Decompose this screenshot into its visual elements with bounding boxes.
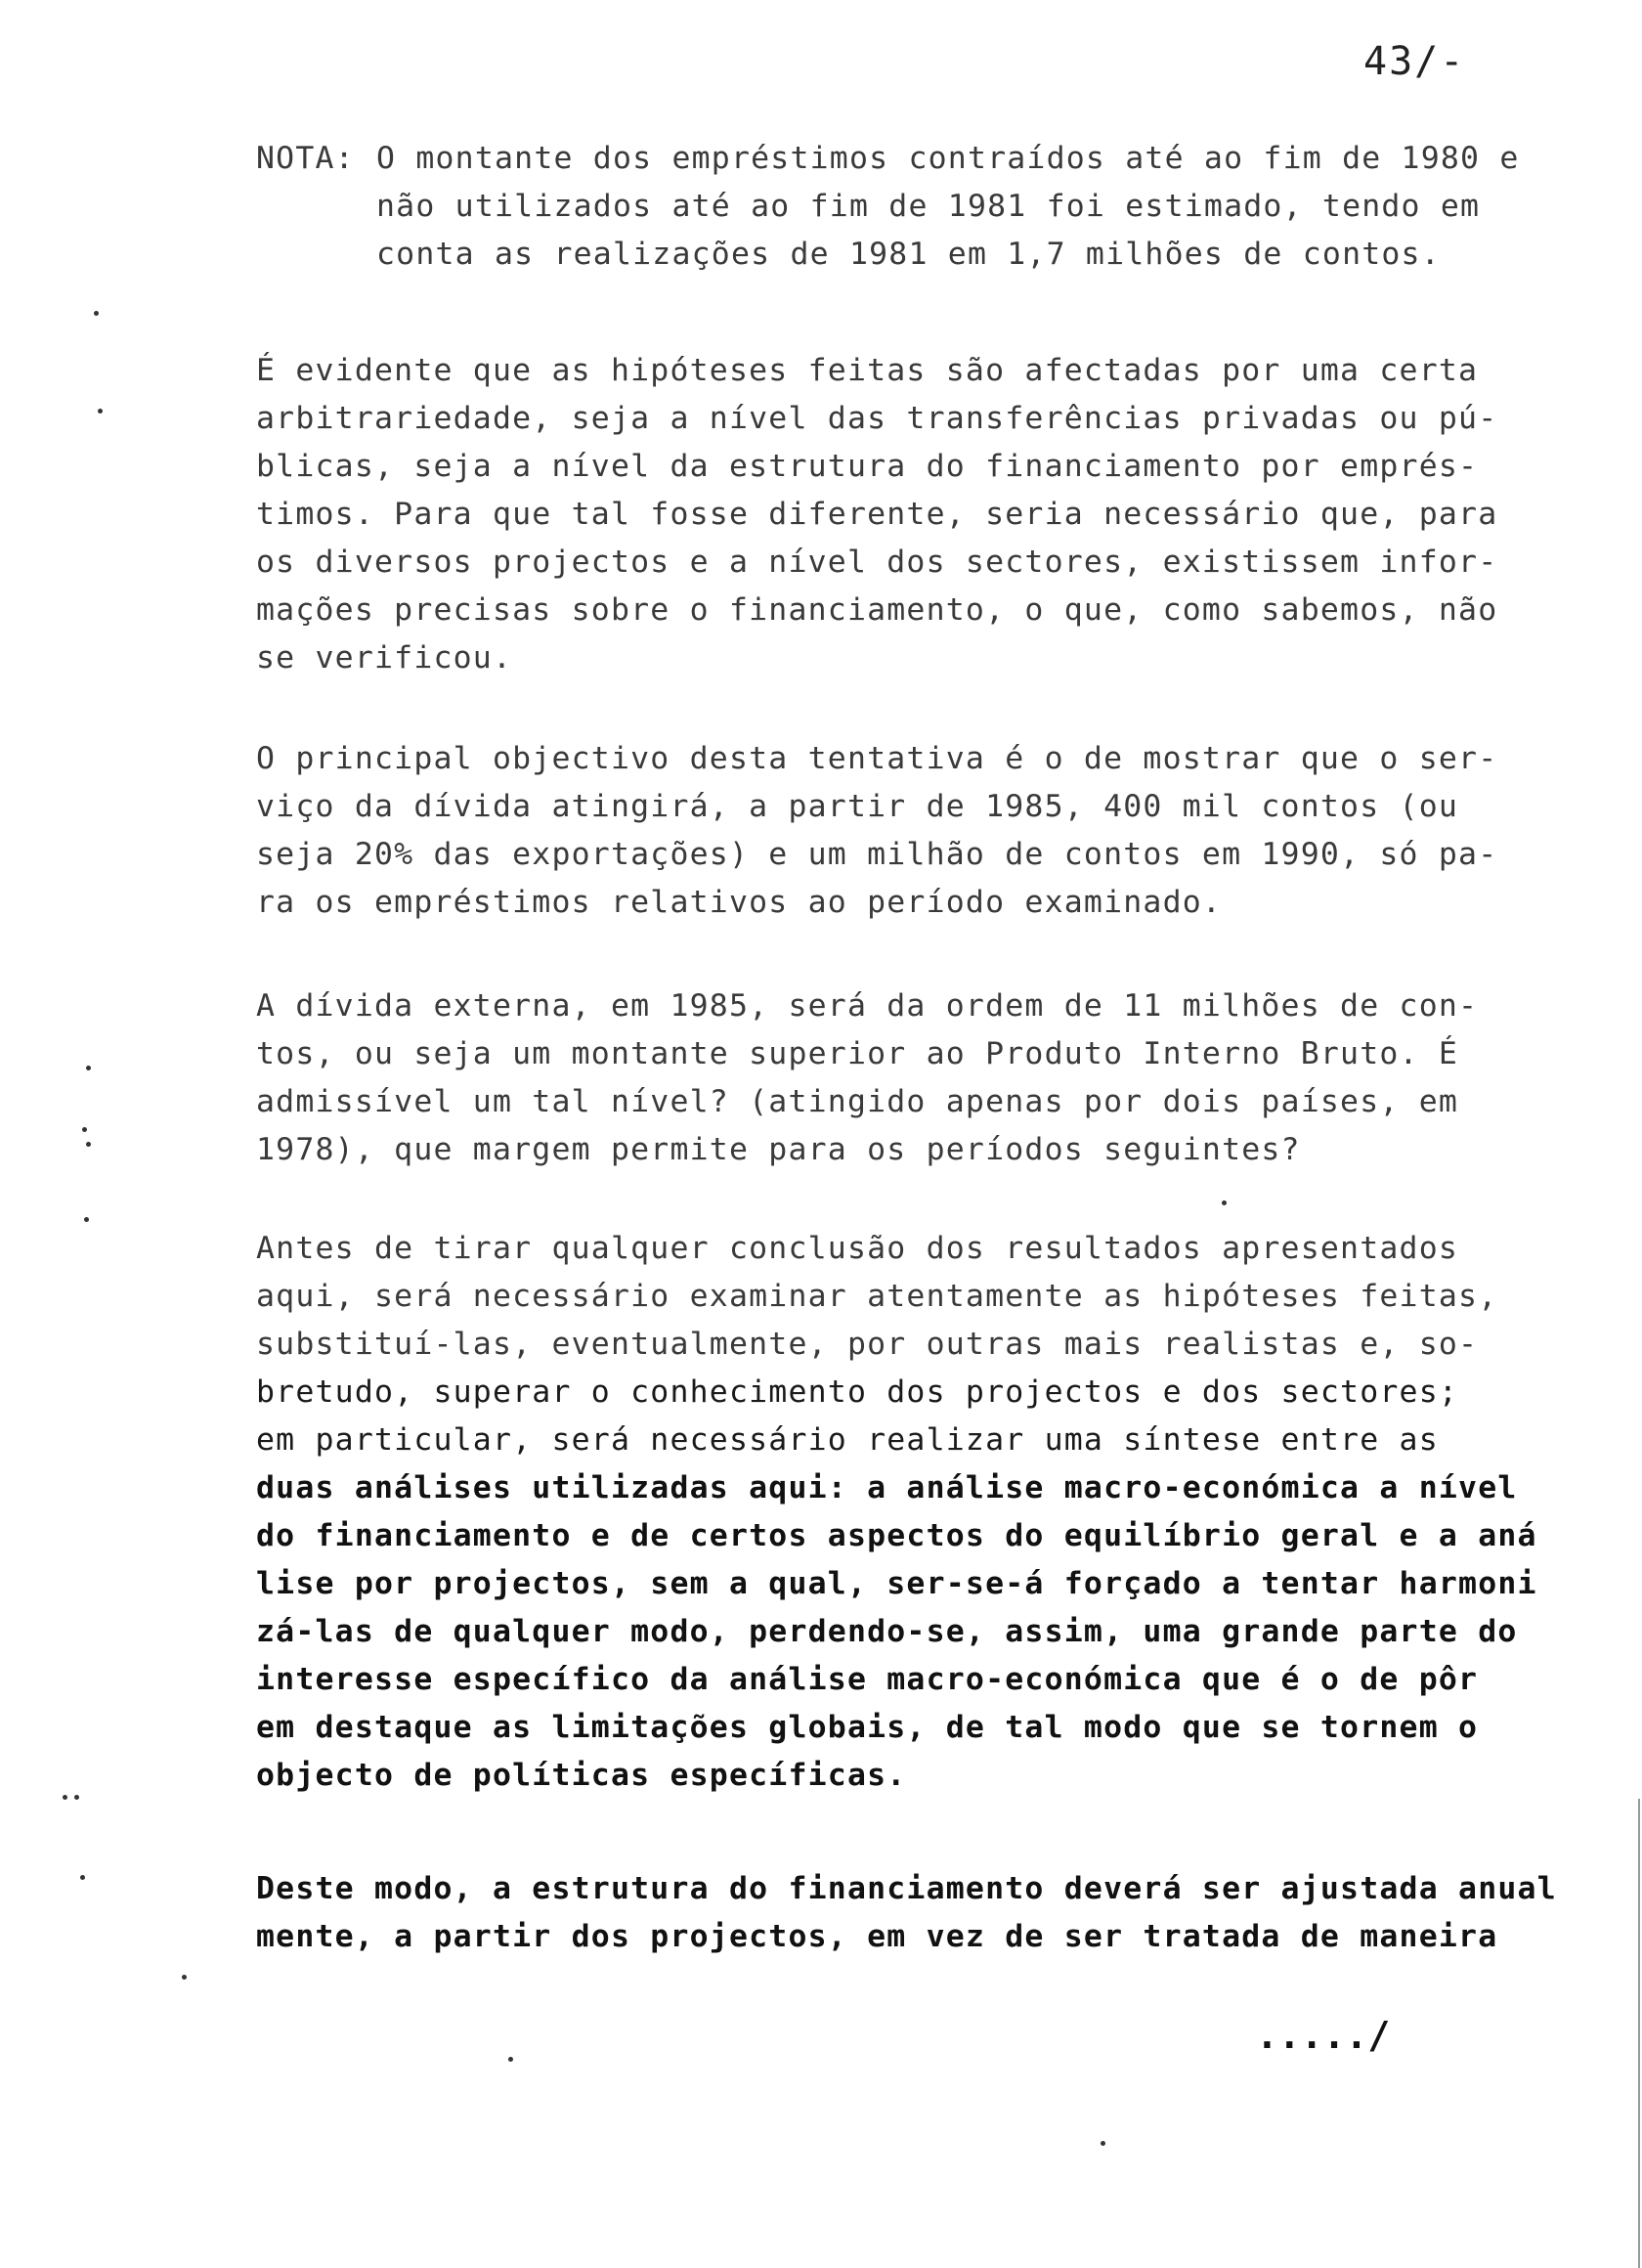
scan-speck	[86, 1066, 91, 1070]
text-line: lise por projectos, sem a qual, ser-se-á forçado a tentar harmoni	[256, 1566, 1537, 1601]
scan-speck	[82, 1127, 87, 1132]
scan-speck	[74, 1795, 79, 1800]
text-line: em destaque as limitações globais, de tal modo que se tornem o	[256, 1710, 1479, 1745]
nota-line: O montante dos empréstimos contraídos até ao fim de 1980 e	[376, 141, 1520, 176]
page-number: 43/-	[1363, 39, 1466, 84]
scan-speck	[63, 1795, 67, 1800]
scan-speck	[86, 1142, 91, 1147]
scan-speck	[98, 409, 103, 414]
paragraph-external-debt	[256, 982, 1478, 1174]
scan-edge-line	[1638, 1799, 1640, 2268]
scan-speck	[508, 2057, 513, 2062]
text-line: ra os empréstimos relativos ao período examinado.	[256, 885, 1223, 920]
text-line: interesse específico da análise macro-económica que é o de pôr	[256, 1662, 1479, 1697]
text-line: blicas, seja a nível da estrutura do financiamento por emprés-	[256, 449, 1479, 484]
text-line: É evidente que as hipóteses feitas são afectadas por uma certa	[256, 353, 1479, 388]
text-line: Antes de tirar qualquer conclusão dos resultados apresentados	[256, 1231, 1459, 1266]
text-line: substituí-las, eventualmente, por outras mais realistas e, so-	[256, 1327, 1479, 1362]
text-line: mente, a partir dos projectos, em vez de ser tratada de maneira	[256, 1919, 1498, 1954]
scan-speck	[1222, 1200, 1227, 1205]
scan-speck	[1101, 2141, 1105, 2146]
text-line: Deste modo, a estrutura do financiamento deverá ser ajustada anual	[256, 1871, 1557, 1906]
nota-line: não utilizados até ao fim de 1981 foi estimado, tendo em	[376, 189, 1481, 224]
text-line: bretudo, superar o conhecimento dos projectos e dos sectores;	[256, 1374, 1459, 1410]
text-line: arbitrariedade, seja a nível das transferências privadas ou pú-	[256, 401, 1498, 436]
text-line: aqui, será necessário examinar atentamente as hipóteses feitas,	[256, 1279, 1498, 1314]
continuation-mark: ...../	[1256, 2014, 1391, 2057]
text-line: seja 20% das exportações) e um milhão de contos em 1990, só pa-	[256, 837, 1498, 872]
text-line: do financiamento e de certos aspectos do equilíbrio geral e a aná	[256, 1518, 1537, 1553]
text-line: A dívida externa, em 1985, será da ordem de 11 milhões de con-	[256, 988, 1479, 1024]
paragraph-conclusions	[256, 1225, 1537, 1800]
text-line: mações precisas sobre o financiamento, o que, como sabemos, não	[256, 592, 1498, 628]
text-line: os diversos projectos e a nível dos sectores, existissem infor-	[256, 545, 1498, 580]
nota-text	[376, 135, 1520, 279]
text-line: em particular, será necessário realizar uma síntese entre as	[256, 1422, 1439, 1458]
scan-speck	[182, 1975, 187, 1980]
text-line: tos, ou seja um montante superior ao Produto Interno Bruto. É	[256, 1036, 1459, 1071]
nota-label: NOTA:	[256, 141, 355, 176]
scan-speck	[80, 1875, 85, 1880]
text-line: timos. Para que tal fosse diferente, seria necessário que, para	[256, 497, 1498, 532]
text-line: se verificou.	[256, 640, 513, 676]
paragraph-hypotheses	[256, 347, 1497, 682]
paragraph-objective	[256, 735, 1497, 927]
text-line: objecto de políticas específicas.	[256, 1758, 907, 1793]
text-line: O principal objectivo desta tentativa é o de mostrar que o ser-	[256, 741, 1498, 776]
scan-speck	[94, 311, 99, 316]
nota-line: conta as realizações de 1981 em 1,7 milhões de contos.	[376, 237, 1441, 272]
text-line: 1978), que margem permite para os períodos seguintes?	[256, 1132, 1301, 1167]
text-line: duas análises utilizadas aqui: a análise macro-económica a nível	[256, 1470, 1518, 1505]
text-line: admissível um tal nível? (atingido apenas por dois países, em	[256, 1084, 1459, 1119]
paragraph-adjustment	[256, 1865, 1557, 1961]
text-line: viço da dívida atingirá, a partir de 1985, 400 mil contos (ou	[256, 789, 1459, 824]
scan-speck	[84, 1217, 89, 1222]
text-line: zá-las de qualquer modo, perdendo-se, assim, uma grande parte do	[256, 1614, 1518, 1649]
